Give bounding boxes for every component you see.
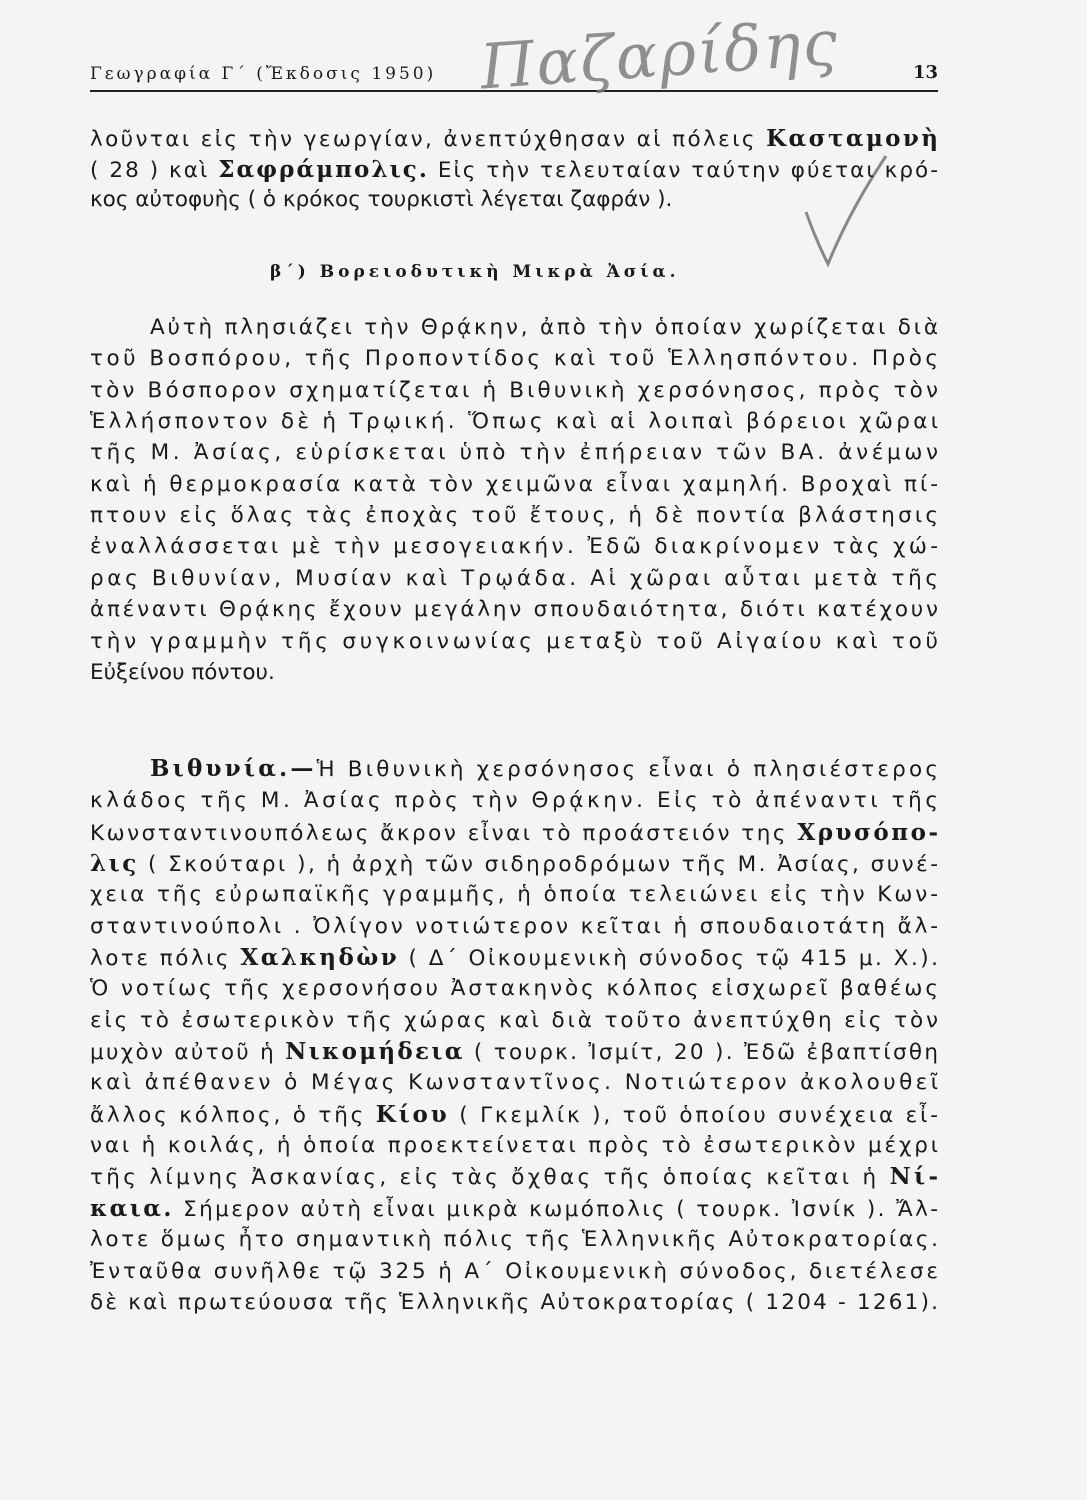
- text-segment: ( 28 ) καὶ: [90, 158, 219, 183]
- text-segment: ( Γκεμλίκ ), τοῦ ὁποίου συνέχεια εἶ-: [449, 1103, 941, 1128]
- text-line: [90, 851, 940, 878]
- text-line: [90, 945, 941, 972]
- text-segment: Εἰς τὴν τελευταίαν ταύτην φύεται κρό-: [428, 158, 941, 183]
- bold-term: Κίου: [375, 1101, 450, 1128]
- text-line: [90, 157, 940, 184]
- text-segment: Κωνσταντινουπόλεως ἄκρον εἶναι τὸ προάστειόν της: [90, 821, 798, 846]
- text-line: [90, 346, 941, 372]
- text-segment: Ἐνταῦθα συνῆλθε τῷ 325 ἡ Α΄ Οἰκουμενικὴ σύνοδος, διετέλεσε: [90, 1259, 941, 1284]
- text-segment: τῆς Μ. Ἀσίας, εὑρίσκεται ὑπὸ τὴν ἐπήρειαν τῶν ΒΑ. ἀνέμων: [90, 440, 942, 465]
- text-line: [90, 820, 941, 847]
- text-line: [90, 976, 941, 1002]
- text-segment: ρας Βιθυνίαν, Μυσίαν καὶ Τρῳάδα. Αἱ χῶραι αὗται μετὰ τῆς: [90, 566, 942, 591]
- text-segment: ( Δ΄ Οἰκουμενικὴ σύνοδος τῷ 415 μ. Χ.).: [399, 946, 941, 971]
- text-line: [90, 1227, 941, 1253]
- text-segment: Σήμερον αὐτὴ εἶναι μικρὰ κωμόπολις ( τουρκ. Ἰσνίκ ). Ἄλ-: [173, 1197, 941, 1222]
- bold-term: Σαφράμπολις.: [218, 156, 429, 183]
- text-segment: τὸν Βόσπορον σχηματίζεται ἡ Βιθυνικὴ χερσόνησος, πρὸς τὸν: [90, 378, 942, 403]
- text-line: [90, 472, 941, 498]
- text-segment: κλάδος τῆς Μ. Ἀσίας πρὸς τὴν Θρᾴκην. Εἰς τὸ ἀπέναντι τῆς: [90, 788, 942, 813]
- text-segment: λοῦνται εἰς τὴν γεωργίαν, ἀνεπτύχθησαν αἱ πόλεις: [90, 127, 767, 152]
- text-segment: Αὐτὴ πλησιάζει τὴν Θρᾴκην, ἀπὸ τὴν ὁποίαν χωρίζεται διὰ: [150, 315, 941, 340]
- bold-term: Βιθυνία.—: [150, 755, 317, 782]
- text-line: [90, 440, 942, 466]
- text-line: [90, 1196, 940, 1223]
- text-line: [90, 788, 942, 814]
- text-segment: ἐναλλάσσεται μὲ τὴν μεσογειακήν. Ἐδῶ διακρίνομεν τὰς χώ-: [90, 534, 942, 559]
- text-segment: χεια τῆς εὐρωπαϊκῆς γραμμῆς, ἡ ὁποία τελειώνει εἰς τὴν Κων-: [90, 882, 941, 907]
- bold-term: λις: [90, 850, 139, 877]
- text-segment: Ἑλλήσποντον δὲ ἡ Τρῳική. Ὅπως καὶ αἱ λοιπαὶ βόρειοι χῶραι: [90, 409, 942, 434]
- text-line: [150, 756, 941, 783]
- text-line: [90, 1008, 941, 1034]
- text-segment: Ὁ νοτίως τῆς χερσονήσου Ἀστακηνὸς κόλπος εἰσχωρεῖ βαθέως: [90, 976, 941, 1001]
- page-number: 13: [912, 62, 938, 83]
- text-line: [90, 534, 941, 560]
- text-line: [90, 660, 275, 686]
- text-line: [90, 1290, 940, 1316]
- text-segment: πτουν εἰς ὅλας τὰς ἐποχὰς τοῦ ἔτους, ἡ δὲ ποντία βλάστησις: [90, 503, 942, 528]
- text-segment: καὶ ἀπέθανεν ὁ Μέγας Κωνσταντῖνος. Νοτιώτερον ἀκολουθεῖ: [90, 1070, 942, 1095]
- bold-term: Χαλκηδὼν: [240, 944, 400, 971]
- text-segment: λοτε πόλις: [90, 946, 241, 971]
- bold-term: Χρυσόπο-: [797, 819, 941, 846]
- text-segment: εἰς τὸ ἐσωτερικὸν τῆς χώρας καὶ διὰ τοῦτο ἀνεπτύχθη εἰς τὸν: [90, 1008, 941, 1033]
- text-line: [90, 1259, 941, 1285]
- text-segment: τῆς λίμνης Ἀσκανίας, εἰς τὰς ὄχθας τῆς ὁποίας κεῖται ἡ: [90, 1165, 890, 1190]
- text-segment: σταντινούπολι . Ὀλίγον νοτιώτερον κεῖται ἡ σπουδαιοτάτη ἄλ-: [90, 914, 941, 939]
- text-segment: τὴν γραμμὴν τῆς συγκοινωνίας μεταξὺ τοῦ Αἰγαίου καὶ τοῦ: [90, 629, 942, 654]
- text-segment: ( Σκούταρι ), ἡ ἀρχὴ τῶν σιδηροδρόμων τῆς Μ. Ἀσίας, συνέ-: [138, 852, 941, 877]
- text-line: [90, 503, 941, 529]
- bold-term: Νικομήδεια: [285, 1038, 465, 1065]
- text-segment: Ἡ Βιθυνικὴ χερσόνησος εἶναι ὁ πλησιέστερος: [316, 757, 942, 782]
- text-segment: λοτε ὅμως ἦτο σημαντικὴ πόλις τῆς Ἑλληνικῆς Αὐτοκρατορίας.: [90, 1227, 941, 1252]
- text-line: [90, 882, 941, 908]
- section-heading: β΄) Βορειοδυτικὴ Μικρὰ Ἀσία.: [270, 262, 680, 282]
- text-line: [90, 1039, 940, 1066]
- text-line: [90, 566, 942, 592]
- text-segment: ναι ἡ κοιλάς, ἡ ὁποία προεκτείνεται πρὸς τὸ ἐσωτερικὸν μέχρι: [90, 1133, 941, 1158]
- text-line: [90, 1164, 941, 1191]
- text-line: [90, 126, 940, 153]
- text-line: [150, 315, 941, 341]
- text-line: [90, 629, 942, 655]
- text-line: [90, 1133, 941, 1159]
- bold-term: Κασταμονὴ: [766, 125, 941, 152]
- text-line: [90, 187, 672, 213]
- text-segment: ἀπέναντι Θρᾴκης ἔχουν μεγάλην σπουδαιότητα, διότι κατέχουν: [90, 597, 941, 622]
- text-segment: Εὐξείνου πόντου.: [90, 660, 275, 685]
- text-segment: καὶ ἡ θερμοκρασία κατὰ τὸν χειμῶνα εἶναι χαμηλή. Βροχαὶ πί-: [90, 472, 941, 497]
- bold-term: Νί-: [889, 1163, 942, 1190]
- text-segment: κος αὐτοφυὴς ( ὁ κρόκος τουρκιστὶ λέγεται ζαφράν ).: [90, 187, 673, 212]
- text-segment: μυχὸν αὐτοῦ ἡ: [90, 1040, 286, 1065]
- text-segment: τοῦ Βοσπόρου, τῆς Προποντίδος καὶ τοῦ Ἑλλησπόντου. Πρὸς: [90, 346, 942, 371]
- text-line: [90, 1070, 941, 1096]
- text-line: [90, 378, 941, 404]
- text-line: [90, 1102, 941, 1129]
- bold-term: καια.: [90, 1195, 174, 1222]
- text-line: [90, 914, 941, 940]
- text-segment: ( τουρκ. Ἰσμίτ, 20 ). Ἐδῶ ἐβαπτίσθη: [464, 1040, 941, 1065]
- text-segment: ἄλλος κόλπος, ὁ τῆς: [90, 1103, 376, 1128]
- handwritten-signature: Παζαρίδης: [477, 5, 842, 104]
- text-line: [90, 409, 941, 435]
- text-segment: δὲ καὶ πρωτεύουσα τῆς Ἑλληνικῆς Αὐτοκρατορίας ( 1204 - 1261).: [90, 1290, 941, 1315]
- text-line: [90, 597, 941, 623]
- running-head-title: Γεωγραφία Γ΄ (Ἔκδοσις 1950): [90, 64, 437, 84]
